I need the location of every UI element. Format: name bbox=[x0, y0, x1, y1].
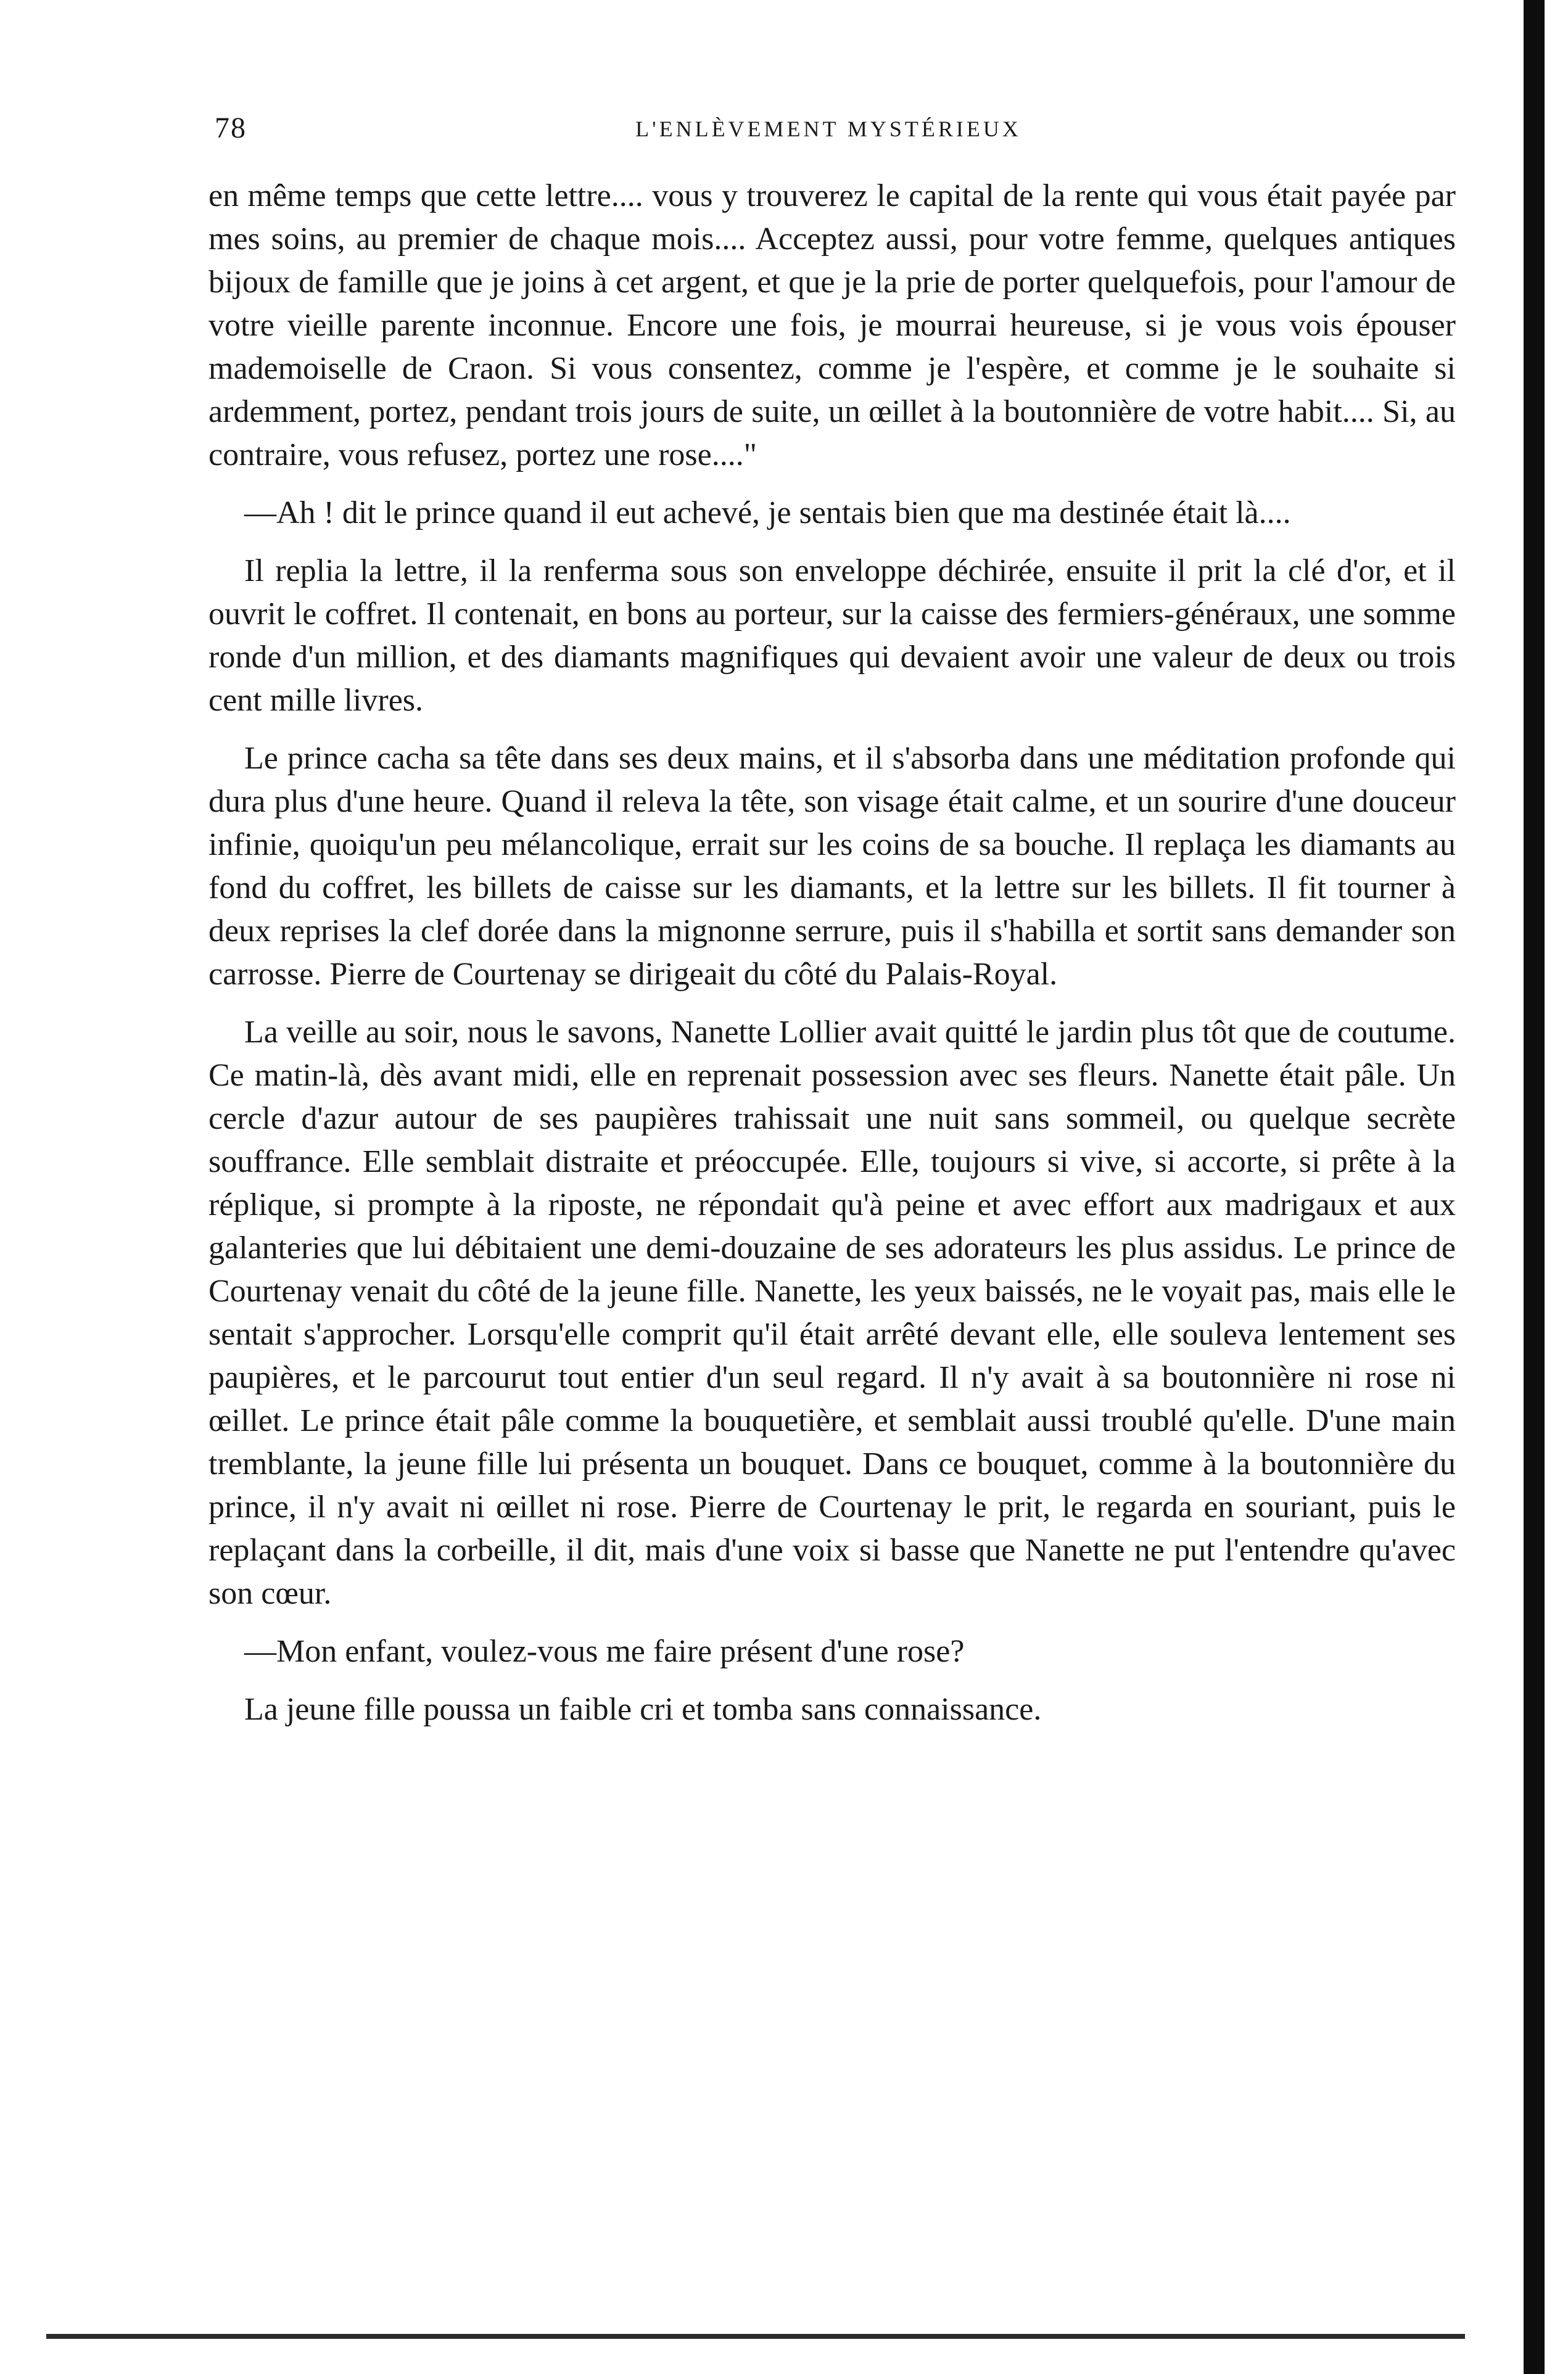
scan-edge-bar bbox=[1524, 0, 1545, 2374]
paragraph-prince-exclaims: —Ah ! dit le prince quand il eut achevé, je sentais bien que ma destinée était là.... bbox=[244, 495, 1291, 530]
body-text bbox=[208, 175, 1456, 1746]
paragraph-nanette: La veille au soir, nous le savons, Nanette Lollier avait quitté le jardin plus tôt que de coutume. Ce matin-là, dès avant midi, elle en reprenait possession avec ses fleurs. Nanette était pâle. Un cercle d'azur autour de ses paupières trahissait une nuit sans sommeil, ou quelque secrète souffrance. Elle semblait distraite et préoccupée. Elle, toujours si vive, si accorte, si prête à la réplique, si prompte à la riposte, ne répondait qu'à peine et avec effort aux madrigaux et aux galanteries que lui débitaient une demi-douzaine de ses adorateurs les plus assidus. Le prince de Courtenay venait du côté de la jeune fille. Nanette, les yeux baissés, ne le voyait pas, mais elle le sentait s'approcher. Lorsqu'elle comprit qu'il était arrêté devant elle, elle souleva lentement ses paupières, et le parcourut tout entier d'un seul regard. Il n'y avait à sa boutonnière ni rose ni œillet. Le prince était pâle comme la bouquetière, et semblait aussi troublé qu'elle. D'une main tremblante, la jeune fille lui présenta un bouquet. Dans ce bouquet, comme à la boutonnière du prince, il n'y avait ni œillet ni rose. Pierre de Courtenay le prit, le regarda en souriant, puis le replaçant dans la corbeille, il dit, mais d'une voix si basse que Nanette ne put l'entendre qu'avec son cœur. bbox=[208, 1015, 1456, 1611]
paragraph-opens-coffret: Il replia la lettre, il la renferma sous son enveloppe déchirée, ensuite il prit la clé d'or, et il ouvrit le coffret. Il contenait, en bons au porteur, sur la caisse des fermiers-généraux, une somme ronde d'un million, et des diamants magnifiques qui devaient avoir une valeur de deux ou trois cent mille livres. bbox=[208, 553, 1456, 718]
paragraph-faint: La jeune fille poussa un faible cri et tomba sans connaissance. bbox=[244, 1692, 1042, 1727]
running-title: L'ENLÈVEMENT MYSTÉRIEUX bbox=[635, 117, 1021, 141]
paragraph-meditation: Le prince cacha sa tête dans ses deux mains, et il s'absorba dans une méditation profonde qui dura plus d'une heure. Quand il releva la tête, son visage était calme, et un sourire d'une douceur infinie, quoiqu'un peu mélancolique, errait sur les coins de sa bouche. Il replaça les diamants au fond du coffret, les billets de caisse sur les diamants, et la lettre sur les billets. Il fit tourner à deux reprises la clef dorée dans la mignonne serrure, puis il s'habilla et sortit sans demander son carrosse. Pierre de Courtenay se dirigeait du côté du Palais-Royal. bbox=[208, 741, 1456, 992]
paragraph-rose-request: —Mon enfant, voulez-vous me faire présent d'une rose? bbox=[244, 1634, 965, 1669]
paragraph-letter-continued: en même temps que cette lettre.... vous y trouverez le capital de la rente qui vous était payée par mes soins, au premier de chaque mois.... Acceptez aussi, pour votre femme, quelques antiques bijoux de famille que je joins à cet argent, et que je la prie de porter quelquefois, pour l'amour de votre vieille parente inconnue. Encore une fois, je mourrai heureuse, si je vous vois épouser mademoiselle de Craon. Si vous consentez, comme je l'espère, et comme je le souhaite si ardemment, portez, pendant trois jours de suite, un œillet à la boutonnière de votre habit.... Si, au contraire, vous refusez, portez une rose...." bbox=[208, 178, 1456, 472]
bottom-rule bbox=[46, 2334, 1465, 2339]
page-number: 78 bbox=[215, 112, 247, 144]
page-header bbox=[215, 111, 1442, 160]
